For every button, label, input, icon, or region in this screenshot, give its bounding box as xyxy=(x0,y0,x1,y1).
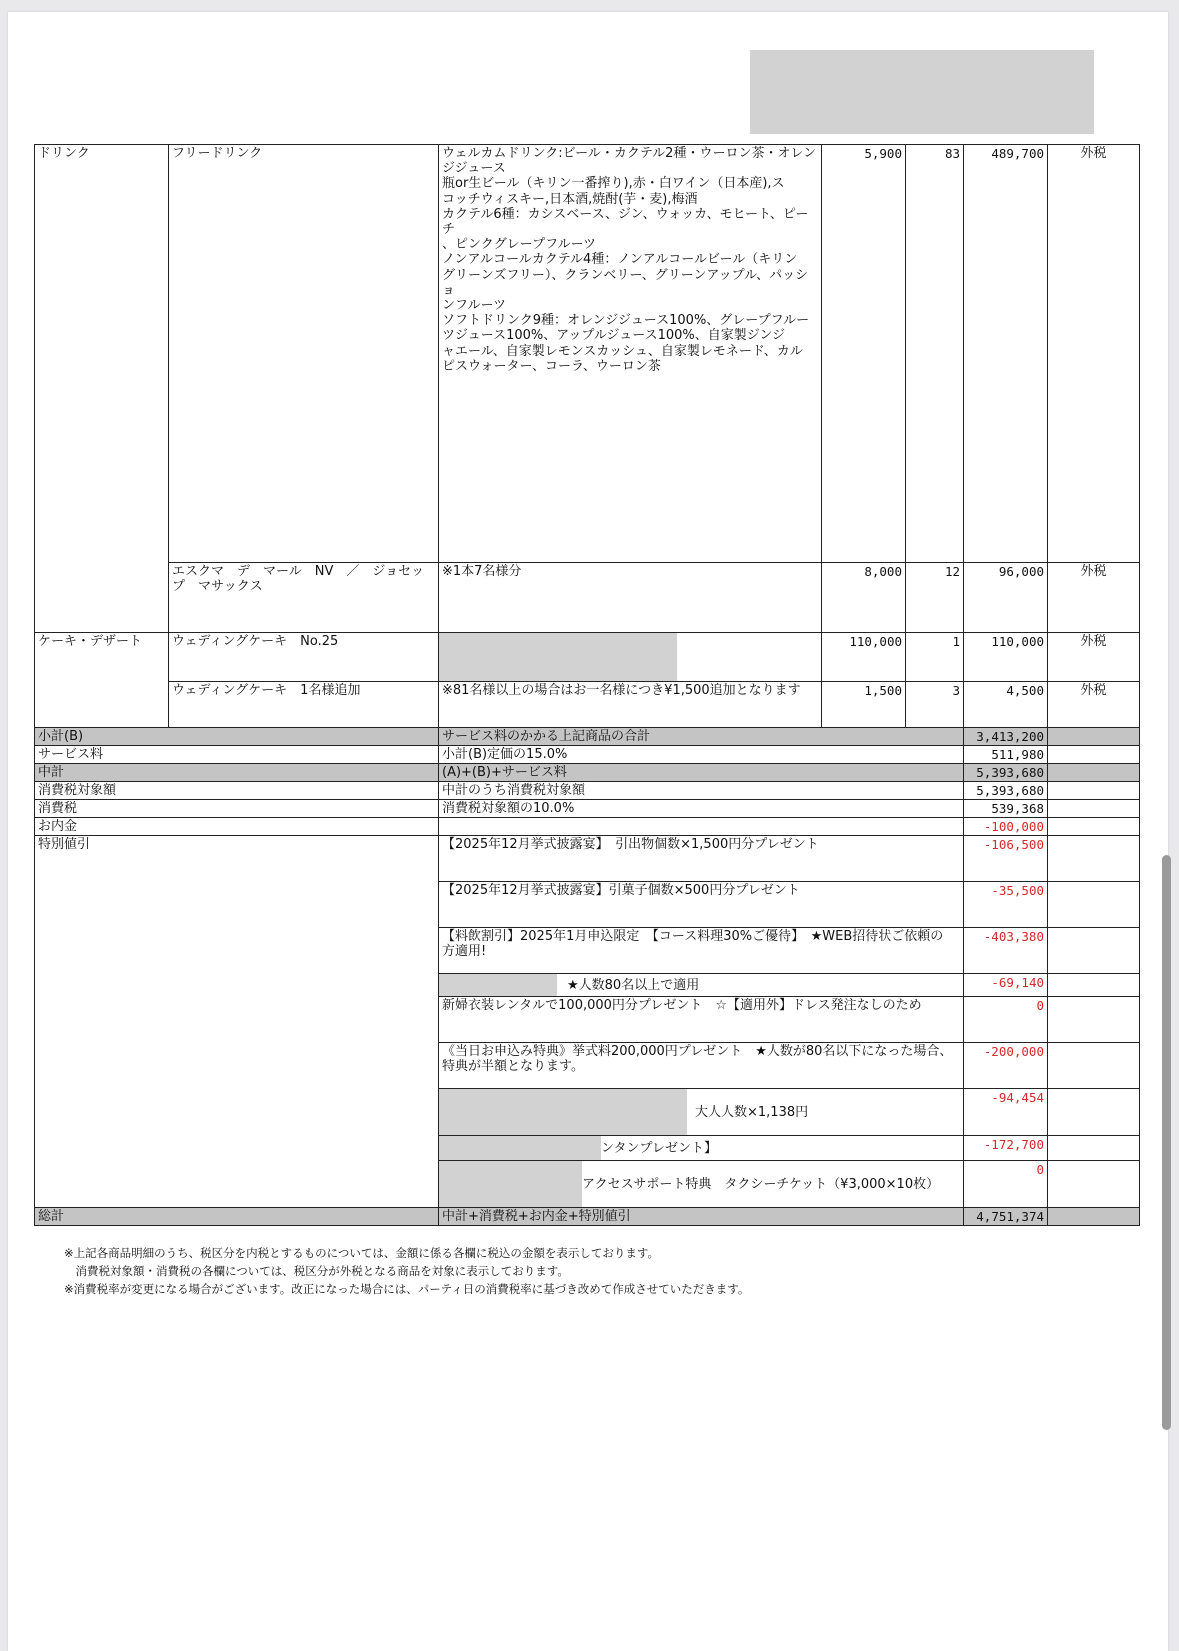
vertical-scrollbar[interactable] xyxy=(1162,855,1171,1430)
quantity: 1 xyxy=(906,633,964,682)
discount-desc: 《当日お申込み特典》挙式料200,000円プレゼント ★人数が80名以下になった場合、特典が半額となります。 xyxy=(439,1043,964,1089)
summary-amount: 539,368 xyxy=(964,800,1048,818)
summary-desc: (A)+(B)+サービス料 xyxy=(439,764,964,782)
summary-label: 小計(B) xyxy=(35,728,439,746)
summary-amount: -100,000 xyxy=(964,818,1048,836)
discount-amount: -106,500 xyxy=(964,836,1048,882)
total-label: 総計 xyxy=(35,1208,439,1226)
discount-desc-partially-redacted: アクセスサポート特典 タクシーチケット（¥3,000×10枚） xyxy=(439,1161,964,1208)
summary-desc: 小計(B)定価の15.0% xyxy=(439,746,964,764)
summary-label: お内金 xyxy=(35,818,439,836)
amount: 489,700 xyxy=(964,145,1048,563)
discount-desc: 【料飲割引】2025年1月申込限定 【コース料理30%ご優待】 ★WEB招待状ご依頼の方適用! xyxy=(439,928,964,974)
redacted-block xyxy=(439,1089,687,1135)
summary-label: 消費税 xyxy=(35,800,439,818)
total-row xyxy=(35,1208,1140,1226)
redacted-block xyxy=(439,1136,601,1160)
summary-desc: 消費税対象額の10.0% xyxy=(439,800,964,818)
footnote: ※消費税率が変更になる場合がございます。改正になった場合には、パーティ日の消費税率に基づき改めて作成させていただきます。 xyxy=(64,1282,750,1296)
summary-desc: 中計のうち消費税対象額 xyxy=(439,782,964,800)
tax-type: 外税 xyxy=(1048,563,1140,633)
summary-amount: 3,413,200 xyxy=(964,728,1048,746)
item-name: ウェディングケーキ 1名様追加 xyxy=(169,682,439,728)
footnote: 消費税対象額・消費税の各欄については、税区分が外税となる商品を対象に表示しております。 xyxy=(64,1264,569,1278)
unit-price: 8,000 xyxy=(822,563,906,633)
discount-amount: 0 xyxy=(964,1161,1048,1208)
discount-desc: 【2025年12月挙式披露宴】引菓子個数×500円分プレゼント xyxy=(439,882,964,928)
footnote: ※上記各商品明細のうち、税区分を内税とするものについては、金額に係る各欄に税込の金額を表示しております。 xyxy=(64,1246,659,1260)
discount-desc-partially-redacted: 大人人数×1,138円 xyxy=(439,1089,964,1136)
summary-row-subtotal-b xyxy=(35,728,1140,746)
tax-type: 外税 xyxy=(1048,145,1140,563)
discount-row xyxy=(35,836,1140,882)
summary-row-midtotal xyxy=(35,764,1140,782)
item-description-redacted xyxy=(439,633,822,682)
summary-label: 消費税対象額 xyxy=(35,782,439,800)
summary-row-tax xyxy=(35,800,1140,818)
amount: 96,000 xyxy=(964,563,1048,633)
quantity: 83 xyxy=(906,145,964,563)
item-row-free-drink xyxy=(35,145,1140,563)
item-description: ウェルカムドリンク:ビール・カクテル2種・ウーロン茶・オレン ジジュース 瓶or生ビール（キリン一番搾り),赤・白ワイン（日本産),ス コッチウィスキー,日本酒,焼酎(芋・麦),梅酒 カクテル6種：カシスベース、ジン、ウォッカ、モヒート、ピーチ 、ピンクグレープフルーツ ノンアルコールカクテル4種：ノンアルコールビール（キリン グリーンズフリー）、クランベリー、グリーンアップル、パッショ ンフルーツ ソフトドリンク9種：オレンジジュース100%、グレープフルー ツジュース100%、アップルジュース100%、自家製ジンジ ャエール、自家製レモンスカッシュ、自家製レモネード、カル ピスウォーター、コーラ、ウーロン茶 xyxy=(439,145,822,563)
summary-row-taxable xyxy=(35,782,1140,800)
unit-price: 1,500 xyxy=(822,682,906,728)
discount-amount: 0 xyxy=(964,997,1048,1043)
summary-amount: 511,980 xyxy=(964,746,1048,764)
tax-type: 外税 xyxy=(1048,633,1140,682)
summary-label: サービス料 xyxy=(35,746,439,764)
discount-desc: 新婦衣装レンタルで100,000円分プレゼント ☆【適用外】ドレス発注なしのため xyxy=(439,997,964,1043)
summary-label: 中計 xyxy=(35,764,439,782)
discount-label: 特別値引 xyxy=(35,836,439,1208)
discount-amount: -94,454 xyxy=(964,1089,1048,1136)
item-row-champagne xyxy=(35,563,1140,633)
item-name: フリードリンク xyxy=(169,145,439,563)
discount-desc-partially-redacted: ★人数80名以上で適用 xyxy=(439,974,964,997)
redacted-block xyxy=(439,1161,582,1207)
unit-price: 110,000 xyxy=(822,633,906,682)
summary-desc: サービス料のかかる上記商品の合計 xyxy=(439,728,964,746)
summary-amount: 5,393,680 xyxy=(964,782,1048,800)
item-row-wedding-cake-add xyxy=(35,682,1140,728)
footnotes xyxy=(64,1244,749,1298)
total-desc: 中計+消費税+お内金+特別値引 xyxy=(439,1208,964,1226)
redacted-block xyxy=(439,633,678,681)
discount-desc: 【2025年12月挙式披露宴】 引出物個数×1,500円分プレゼント xyxy=(439,836,964,882)
quantity: 3 xyxy=(906,682,964,728)
redacted-block xyxy=(439,974,557,996)
summary-amount: 5,393,680 xyxy=(964,764,1048,782)
estimate-table xyxy=(34,144,1140,1226)
tax-type: 外税 xyxy=(1048,682,1140,728)
redacted-header-block xyxy=(750,50,1094,134)
discount-amount: -69,140 xyxy=(964,974,1048,997)
summary-desc xyxy=(439,818,964,836)
total-amount: 4,751,374 xyxy=(964,1208,1048,1226)
unit-price: 5,900 xyxy=(822,145,906,563)
discount-desc-partially-redacted: ンタンプレゼント】 xyxy=(439,1136,964,1161)
item-description: ※1本7名様分 xyxy=(439,563,822,633)
summary-row-deposit xyxy=(35,818,1140,836)
category-cake-dessert: ケーキ・デザート xyxy=(35,633,169,728)
item-row-wedding-cake xyxy=(35,633,1140,682)
quantity: 12 xyxy=(906,563,964,633)
amount: 110,000 xyxy=(964,633,1048,682)
discount-amount: -35,500 xyxy=(964,882,1048,928)
summary-row-service xyxy=(35,746,1140,764)
amount: 4,500 xyxy=(964,682,1048,728)
item-name: ウェディングケーキ No.25 xyxy=(169,633,439,682)
discount-amount: -403,380 xyxy=(964,928,1048,974)
category-drink: ドリンク xyxy=(35,145,169,633)
item-description: ※81名様以上の場合はお一名様につき¥1,500追加となります xyxy=(439,682,822,728)
item-name: エスクマ デ マール NV ／ ジョセップ マサックス xyxy=(169,563,439,633)
discount-amount: -172,700 xyxy=(964,1136,1048,1161)
discount-amount: -200,000 xyxy=(964,1043,1048,1089)
